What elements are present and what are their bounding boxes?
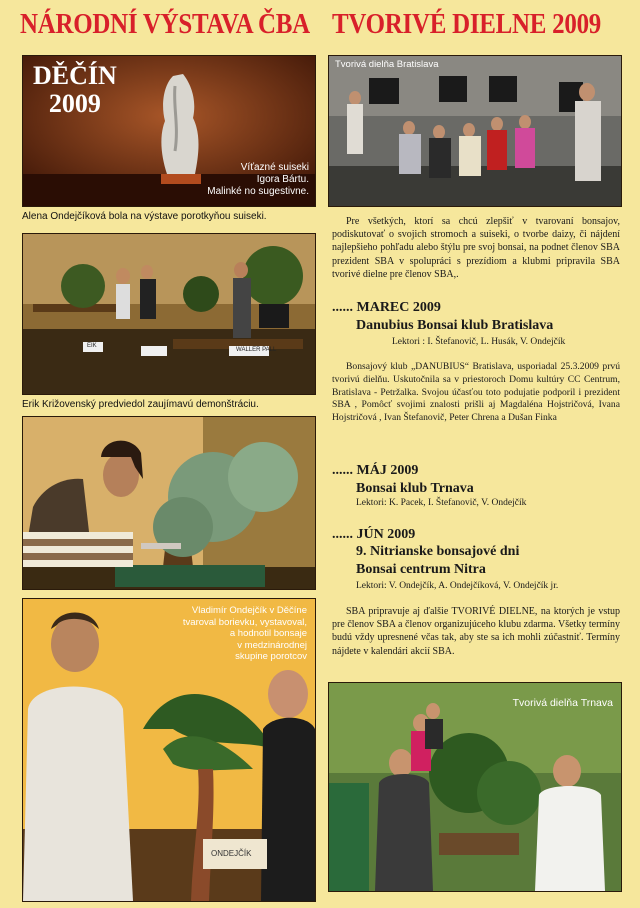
march-heading: ...... MAREC 2009 bbox=[332, 300, 441, 315]
ondejcik-caption-line: a hodnotil bonsaje bbox=[229, 628, 307, 639]
demonstration-caption: Erik Križovenský predviedol zaujímavú demonštráciu. bbox=[22, 399, 259, 410]
bratislava-workshop-photo bbox=[328, 55, 622, 207]
danubius-paragraph: Bonsajový klub „DANUBIUS“ Bratislava, usporiadal 25.3.2009 prvú tvorivú dielňu. Uskutočnila sa v priestoroch Domu kultúry CC Centrum, Bratislava - Petržalka. Svojou účasťou toto podujatie podporil i prezident SBA , Pomôcť svojimi znalosti prišli aj Magdaléna Hojstričová, Ivana Hojstričová , Ivan Štefanovič, Peter Chrena a Dušan Finka bbox=[332, 361, 620, 424]
ondejcik-caption-line: v medzinárodnej bbox=[237, 639, 307, 651]
june-lecturers: Lektori: V. Ondejčík, A. Ondejčíková, V. Ondejčík jr. bbox=[356, 581, 559, 591]
demonstration-photo bbox=[22, 416, 316, 590]
workshops-title: TVORIVÉ DIELNE 2009 bbox=[332, 8, 601, 40]
table-label: WALLER PALL bbox=[236, 347, 277, 353]
decin-overlay-city: DĚČÍN bbox=[33, 61, 117, 90]
decin-caption-line: Malinké no sugestivne. bbox=[207, 186, 309, 197]
ondejcik-caption bbox=[183, 605, 307, 663]
decin-suiseki-photo bbox=[22, 55, 316, 207]
ondejcik-sign: ONDEJČÍK bbox=[211, 849, 252, 858]
table-label: EIK bbox=[87, 343, 97, 349]
ondejcik-photo bbox=[22, 598, 316, 902]
bratislava-photo-label: Tvorivá dielňa Bratislava bbox=[335, 59, 439, 70]
trnava-photo-label: Tvorivá dielňa Trnava bbox=[512, 697, 613, 709]
decin-caption-line: Igora Bártu. bbox=[256, 174, 309, 185]
decin-caption-line: Víťazné suiseki bbox=[240, 162, 309, 173]
june-heading: ...... JÚN 2009 bbox=[332, 527, 416, 542]
march-club-title: Danubius Bonsai klub Bratislava bbox=[356, 318, 554, 333]
intro-paragraph: Pre všetkých, ktorí sa chcú zlepšiť v tvarovaní bonsajov, podiskutovať o svojich stromoch a suiseki, o tvorbe daizy, či nájdení najlepšieho pohľadu alebo štýlu pre svoj bonsai, na podnet členov SBA prezident SBA v spolupráci s prezídiom a klubmi pripravila SBA tvorivé dielne pre členov SBA,. bbox=[332, 216, 620, 280]
march-lecturers: Lektori : I. Štefanovič, L. Husák, V. Ondejčík bbox=[392, 337, 566, 347]
trnava-workshop-photo bbox=[328, 682, 622, 892]
exhibition-title: NÁRODNÍ VÝSTAVA ČBA bbox=[20, 8, 310, 40]
decin-overlay-year: 2009 bbox=[48, 89, 101, 118]
ondejcik-caption-line: tvaroval borievku, vystavoval, bbox=[182, 616, 307, 628]
ondejcik-caption-line: Vladimír Ondejčík v Děčíne bbox=[191, 605, 307, 616]
exhibition-hall-photo bbox=[22, 233, 316, 395]
closing-paragraph: SBA pripravuje aj ďalšie TVORIVÉ DIELNE, na ktorých je vstup pre členov SBA a členov organizujúceho klubu zdarma. Všetky termíny budú vždy upresnené včas tak, aby ste sa ich mohli zúčastniť. Termíny nájdete v kalendári akcií SBA. bbox=[332, 606, 620, 657]
decin-overlay bbox=[33, 62, 117, 118]
may-club-title: Bonsai klub Trnava bbox=[356, 481, 474, 496]
ondejcik-caption-line: skupine porotcov bbox=[235, 651, 307, 662]
may-lecturers: Lektori: K. Pacek, I. Štefanovič, V. Ondejčík bbox=[356, 498, 527, 508]
may-heading: ...... MÁJ 2009 bbox=[332, 463, 419, 478]
suiseki-judge-caption: Alena Ondejčíková bola na výstave porotkyňou suiseki. bbox=[22, 211, 267, 222]
june-centre-title: Bonsai centrum Nitra bbox=[356, 562, 486, 577]
june-event-title: 9. Nitrianske bonsajové dni bbox=[356, 544, 520, 559]
decin-photo-caption bbox=[207, 162, 309, 198]
